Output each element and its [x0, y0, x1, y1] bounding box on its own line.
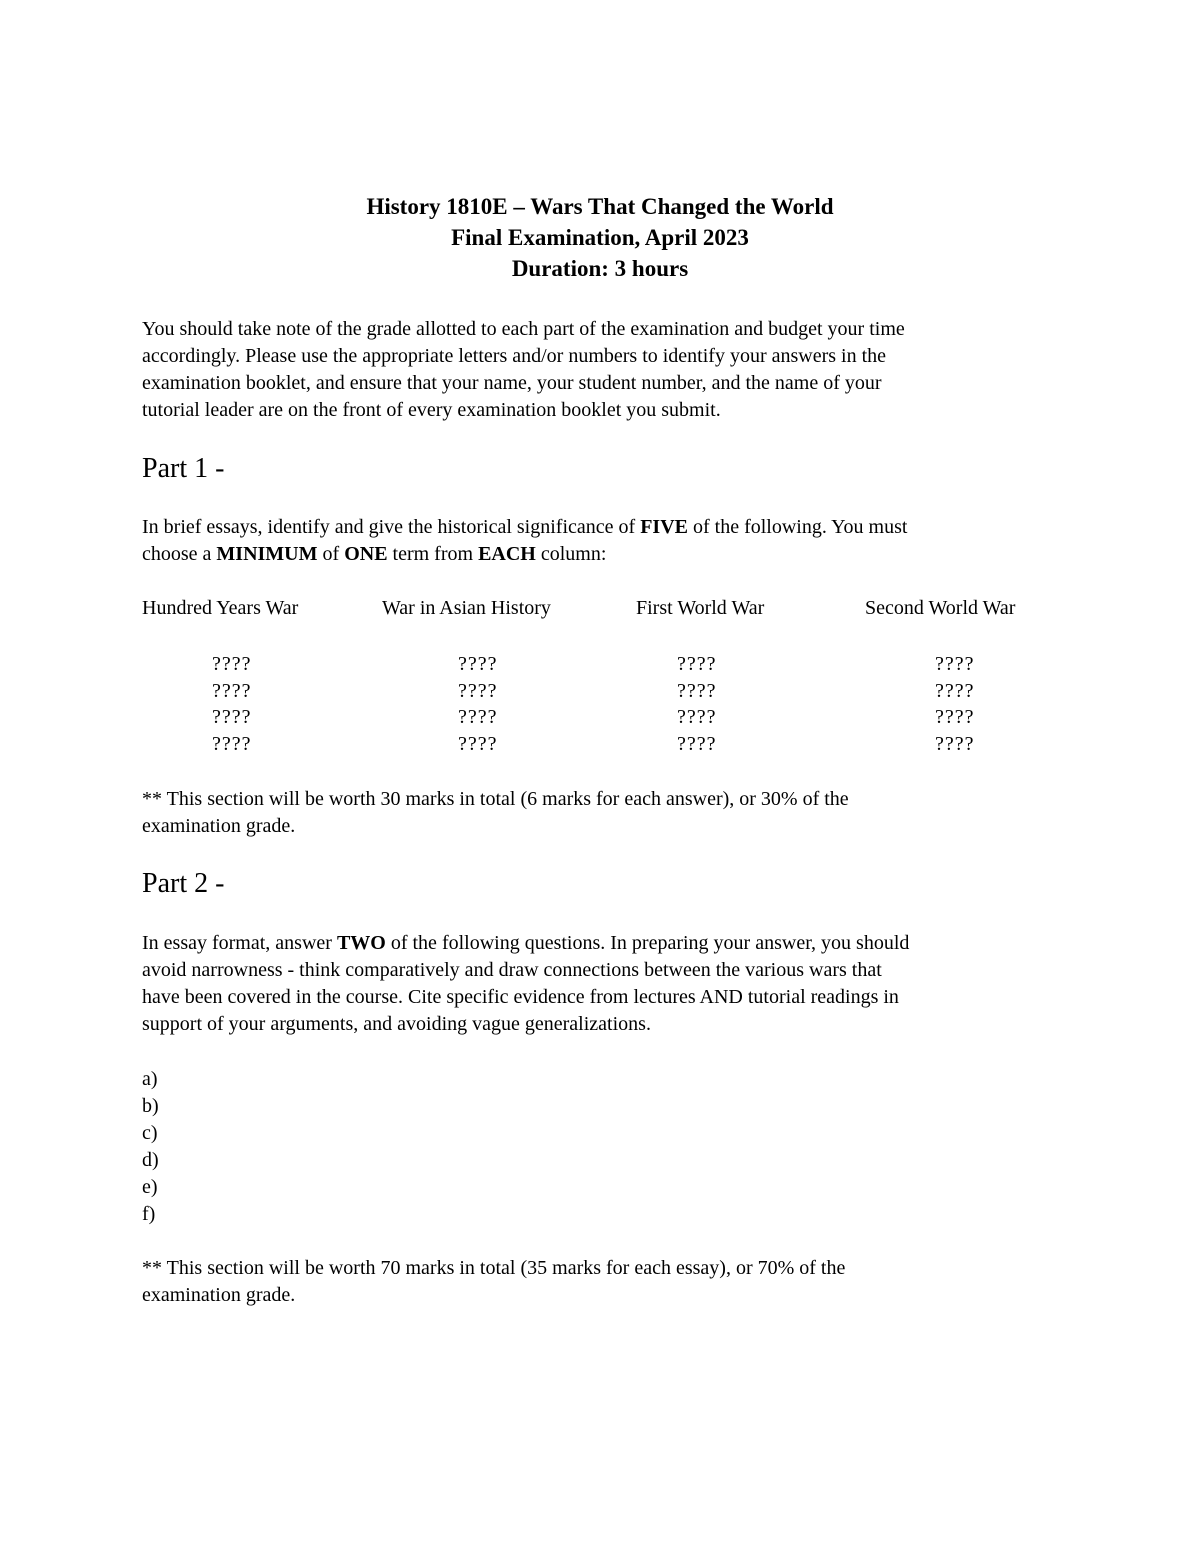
column-header-first-world-war: First World War	[636, 597, 765, 619]
part1-heading: Part 1 -	[142, 453, 225, 484]
course-title: History 1810E – Wars That Changed the World	[366, 194, 834, 219]
term-cell: ????	[677, 680, 717, 702]
exam-header	[0, 191, 1200, 284]
part2-instr-line: avoid narrowness - think comparatively and draw connections between the various wars that	[142, 959, 882, 981]
exam-duration: Duration: 3 hours	[511, 256, 689, 281]
term-cell: ????	[212, 680, 252, 702]
part2-instr-line: support of your arguments, and avoiding vague generalizations.	[142, 1013, 651, 1035]
term-cell: ????	[212, 706, 252, 728]
option-label: f)	[142, 1203, 156, 1225]
term-cell: ????	[458, 733, 498, 755]
option-label: d)	[142, 1149, 159, 1171]
column-header-asian-history: War in Asian History	[382, 597, 551, 619]
option-label: b)	[142, 1095, 159, 1117]
intro-line: accordingly. Please use the appropriate letters and/or numbers to identify your answers in the	[142, 345, 887, 367]
text-run: In brief essays, identify and give the historical significance of	[142, 516, 641, 538]
part1-marks-note	[142, 786, 1062, 840]
text-run: In essay format, answer	[142, 932, 337, 954]
part2-instr-line: have been covered in the course. Cite specific evidence from lectures AND tutorial readings in	[142, 986, 899, 1008]
intro-line: tutorial leader are on the front of every examination booklet you submit.	[142, 399, 721, 421]
part2-marks-note	[142, 1255, 1062, 1309]
part1-instr-line	[142, 541, 1062, 568]
text-run: column:	[535, 543, 607, 565]
exam-name: Final Examination, April 2023	[451, 225, 749, 250]
text-run: of the following. You must	[687, 516, 908, 538]
term-cell: ????	[458, 653, 498, 675]
note-line: examination grade.	[142, 1284, 296, 1306]
emphasis-text: MINIMUM	[216, 543, 318, 565]
part1-instructions	[142, 514, 1062, 568]
intro-paragraph	[142, 316, 1062, 424]
note-line: examination grade.	[142, 815, 296, 837]
emphasis-text: TWO	[336, 932, 386, 954]
intro-line: examination booklet, and ensure that your name, your student number, and the name of your	[142, 372, 882, 394]
part2-instructions	[142, 930, 1062, 1038]
term-cell: ????	[677, 733, 717, 755]
part1-instr-line	[142, 514, 1062, 541]
intro-line: You should take note of the grade allotted to each part of the examination and budget your time	[142, 318, 905, 340]
term-cell: ????	[458, 680, 498, 702]
term-cell: ????	[935, 680, 975, 702]
text-run: of the following questions. In preparing your answer, you should	[385, 932, 910, 954]
term-cell: ????	[935, 706, 975, 728]
emphasis-text: FIVE	[640, 516, 688, 538]
term-cell: ????	[935, 653, 975, 675]
term-cell: ????	[212, 653, 252, 675]
emphasis-text: EACH	[478, 543, 536, 565]
text-run: of	[317, 543, 345, 565]
term-cell: ????	[677, 706, 717, 728]
option-label: c)	[142, 1122, 158, 1144]
term-cell: ????	[458, 706, 498, 728]
column-header-hundred-years-war: Hundred Years War	[142, 597, 299, 619]
option-label: e)	[142, 1176, 158, 1198]
text-run: choose a	[142, 543, 217, 565]
option-label: a)	[142, 1068, 158, 1090]
part2-heading: Part 2 -	[142, 868, 225, 899]
question-options	[142, 1066, 159, 1228]
term-cell: ????	[677, 653, 717, 675]
note-line: ** This section will be worth 70 marks in total (35 marks for each essay), or 70% of the	[142, 1257, 846, 1279]
term-cell: ????	[212, 733, 252, 755]
text-run: term from	[387, 543, 479, 565]
emphasis-text: ONE	[344, 543, 388, 565]
note-line: ** This section will be worth 30 marks in total (6 marks for each answer), or 30% of the	[142, 788, 849, 810]
term-cell: ????	[935, 733, 975, 755]
column-header-second-world-war: Second World War	[865, 597, 1016, 619]
part2-instr-line	[142, 930, 1062, 957]
